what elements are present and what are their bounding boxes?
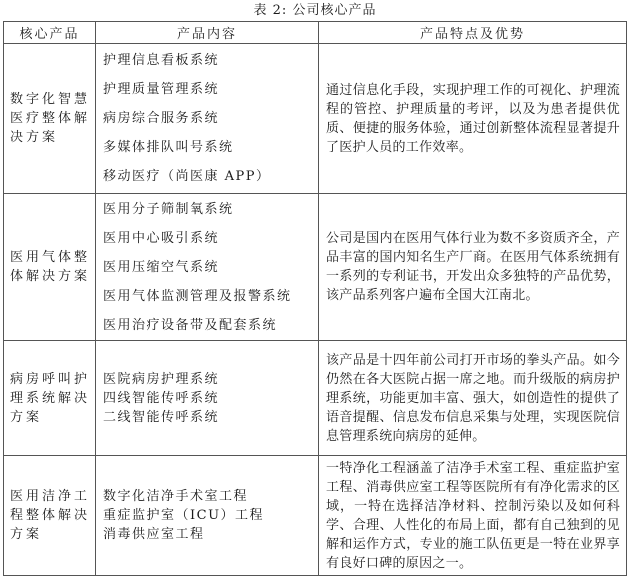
product-item: 四线智能传呼系统	[103, 390, 220, 406]
product-item: 医院病房护理系统	[103, 371, 220, 387]
table-caption: 表 2: 公司核心产品	[253, 3, 377, 18]
header-core-product: 核心产品	[4, 22, 96, 44]
description-cell: 该产品是十四年前公司打开市场的拳头产品。如今仍然在各大医院占据一席之地。而升级版的病房护理系统，功能更加丰富、强大，如创造性的提供了语音提醒、信息发布信息采集与处理，实现医院信息管理系统向病房的延伸。	[319, 341, 627, 456]
table-row	[4, 456, 627, 576]
description-cell: 通过信息化手段，实现护理工作的可视化、护理流程的管控、护理质量的考评，以及为患者提供优质、便捷的服务体验，通过创新整体流程显著提升了医护人员的工作效率。	[319, 44, 627, 194]
core-products-table	[3, 21, 627, 576]
table-row	[4, 44, 627, 194]
product-item: 数字化洁净手术室工程	[103, 489, 249, 504]
product-item: 移动医疗（尚医康 APP）	[103, 169, 271, 184]
product-item: 二线智能传呼系统	[103, 409, 220, 425]
product-item: 重症监护室（ICU）工程	[103, 508, 265, 523]
product-item: 护理信息看板系统	[103, 53, 220, 68]
product-item: 护理质量管理系统	[103, 82, 220, 97]
items-cell	[96, 194, 319, 341]
product-item: 医用分子筛制氧系统	[103, 201, 234, 217]
category-cell: 医用气体整体解决方案	[4, 194, 96, 341]
table-row	[4, 194, 627, 341]
product-item: 医用中心吸引系统	[103, 230, 220, 246]
category-cell: 医用洁净工程整体解决方案	[4, 456, 96, 576]
header-features-advantages: 产品特点及优势	[319, 22, 627, 44]
items-cell	[96, 341, 319, 456]
items-cell	[96, 456, 319, 576]
items-cell	[96, 44, 319, 194]
description-cell: 一特净化工程涵盖了洁净手术室工程、重症监护室工程、消毒供应室工程等医院所有有净化需求的区域，一特在选择洁净材料、控制污染以及如何科学、合理、人性化的布局上面，都有自己独到的见解和运作方式，专业的施工队伍更是一特在业界享有良好口碑的原因之一。	[319, 456, 627, 576]
product-item: 多媒体排队叫号系统	[103, 140, 234, 155]
header-product-content: 产品内容	[96, 22, 319, 44]
product-item: 消毒供应室工程	[103, 527, 205, 542]
table-row	[4, 341, 627, 456]
category-cell: 病房呼叫护理系统解决方案	[4, 341, 96, 456]
table-header-row	[4, 22, 627, 44]
description-cell: 公司是国内在医用气体行业为数不多资质齐全，产品丰富的国内知名生产厂商。在医用气体系统拥有一系列的专利证书，开发出众多独特的产品优势，该产品系列客户遍布全国大江南北。	[319, 194, 627, 341]
product-item: 病房综合服务系统	[103, 111, 220, 126]
product-item: 医用气体监测管理及报警系统	[103, 288, 292, 304]
category-cell: 数字化智慧医疗整体解决方案	[4, 44, 96, 194]
product-item: 医用治疗设备带及配套系统	[103, 317, 278, 333]
product-item: 医用压缩空气系统	[103, 259, 220, 275]
